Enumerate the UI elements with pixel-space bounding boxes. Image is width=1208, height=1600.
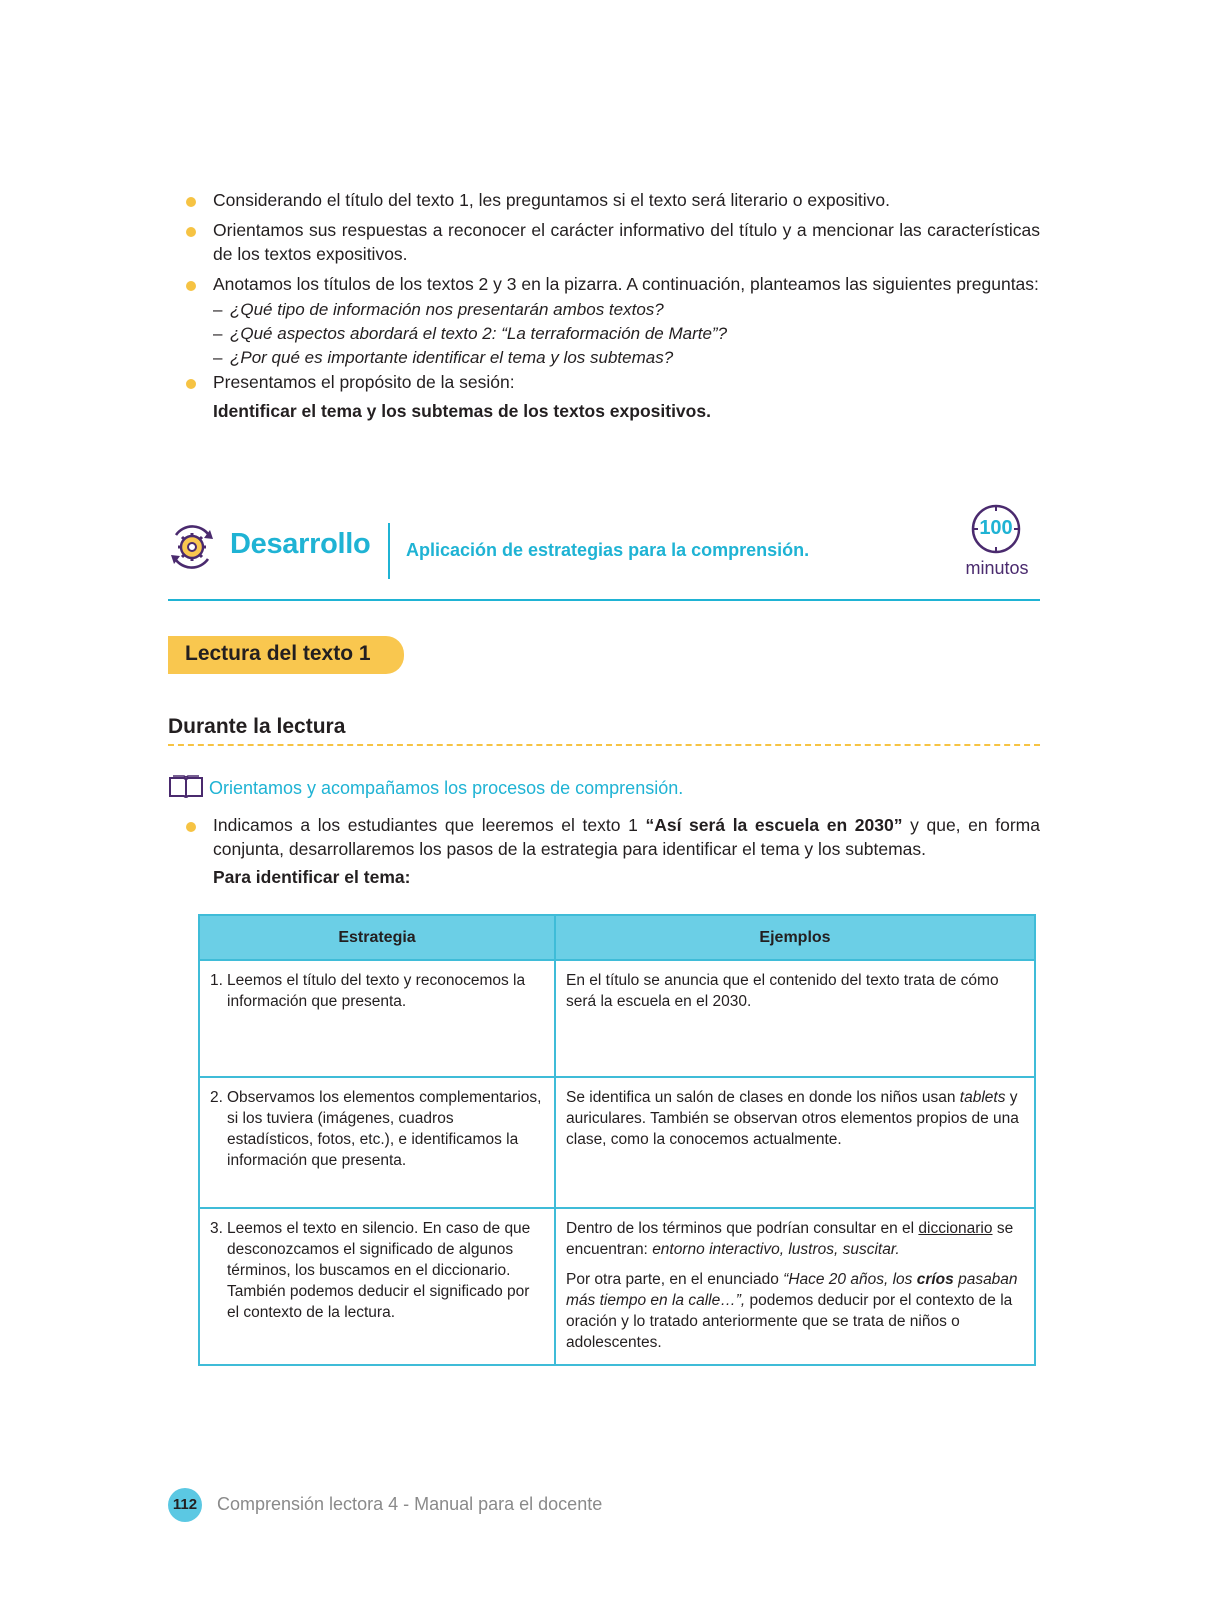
gear-cycle-icon — [166, 521, 218, 573]
bullet-dot-icon — [186, 379, 196, 389]
divider — [168, 599, 1040, 601]
footer-text: Comprensión lectora 4 - Manual para el docente — [217, 1494, 603, 1514]
session-purpose: Identificar el tema y los subtemas de los textos expositivos. — [213, 401, 711, 421]
table-cell: 2. Observamos los elementos complementarios, si los tuviera (imágenes, cuadros estadísticos, fotos, etc.), e identificamos la información que presenta. — [199, 1077, 555, 1208]
table-cell: 1. Leemos el título del texto y reconocemos la información que presenta. — [199, 960, 555, 1077]
table-cell: Se identifica un salón de clases en donde los niños usan tablets y auriculares. También se observan otros elementos propios de una clase, como la conocemos actualmente. — [555, 1077, 1035, 1208]
table-row — [199, 1208, 1035, 1365]
table-cell: En el título se anuncia que el contenido del texto trata de cómo será la escuela en el 2030. — [555, 960, 1035, 1077]
guide-text: Orientamos y acompañamos los procesos de comprensión. — [209, 778, 684, 798]
bullet-dot-icon — [186, 227, 196, 237]
list-item: Considerando el título del texto 1, les preguntamos si el texto será literario o expositivo. — [168, 188, 1040, 212]
bullet-dot-icon — [186, 822, 196, 832]
question-item: – ¿Qué aspectos abordará el texto 2: “La terraformación de Marte”? — [213, 324, 728, 343]
indication-block — [168, 813, 1040, 889]
intro-bullet-list — [168, 188, 1040, 423]
strategy-table — [198, 914, 1036, 1366]
page-number: 112 — [172, 1496, 198, 1513]
subheading: Para identificar el tema: — [213, 867, 411, 887]
section-heading: Desarrollo — [230, 528, 371, 560]
bullet-dot-icon — [186, 281, 196, 291]
table-header: Estrategia — [199, 915, 555, 960]
list-item: Orientamos sus respuestas a reconocer el carácter informativo del título y a mencionar las características de los textos expositivos. — [168, 218, 1040, 266]
list-item: Indicamos a los estudiantes que leeremos el texto 1 “Así será la escuela en 2030” y que, en forma conjunta, desarrollaremos los pasos de la estrategia para identificar el tema y los subtemas. — [168, 813, 1040, 861]
table-row — [199, 1077, 1035, 1208]
list-item: Anotamos los títulos de los textos 2 y 3 en la pizarra. A continuación, planteamos las siguientes preguntas: — [168, 272, 1040, 296]
list-item: Presentamos el propósito de la sesión: — [168, 370, 1040, 394]
table-cell: Dentro de los términos que podrían consultar en el diccionario se encuentran: entorno interactivo, lustros, suscitar. Por otra parte, en el enunciado “Hace 20 años, los críos pasaban más tiempo en la calle…”, podemos deducir por el contexto de la oración y lo tratado anteriormente que se trata de niños o adolescentes. — [555, 1208, 1035, 1365]
dictionary-link: diccionario — [918, 1220, 993, 1237]
question-item: – ¿Por qué es importante identificar el tema y los subtemas? — [213, 348, 674, 367]
timer-value: 100 — [979, 517, 1013, 539]
bullet-dot-icon — [186, 197, 196, 207]
question-item: – ¿Qué tipo de información nos presentarán ambos textos? — [213, 300, 664, 319]
table-header: Ejemplos — [555, 915, 1035, 960]
table-row — [199, 960, 1035, 1077]
section-title: Durante la lectura — [168, 715, 346, 738]
divider — [388, 523, 390, 579]
reading-label: Lectura del texto 1 — [185, 642, 371, 665]
section-subtitle: Aplicación de estrategias para la comprensión. — [406, 540, 810, 560]
timer-unit: minutos — [965, 558, 1029, 578]
book-icon — [168, 774, 204, 800]
dashed-divider — [168, 744, 1040, 746]
table-cell: 3. Leemos el texto en silencio. En caso de que desconozcamos el significado de algunos términos, los buscamos en el diccionario. También podemos deducir el significado por el contexto de la lectura. — [199, 1208, 555, 1365]
